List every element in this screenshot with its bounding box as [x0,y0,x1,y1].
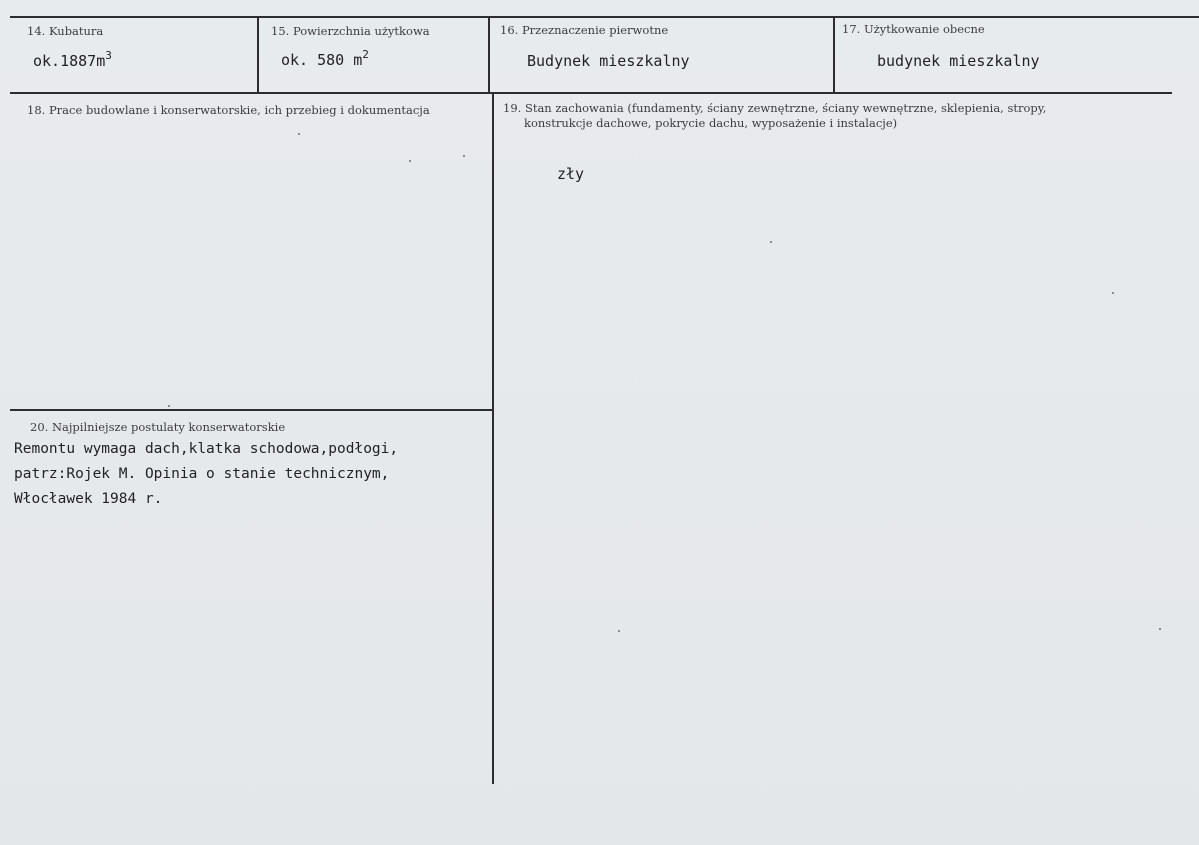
field-17-value: budynek mieszkalny [877,52,1040,70]
field-15-label: 15. Powierzchnia użytkowa [271,24,430,38]
field-17-label: 17. Użytkowanie obecne [842,22,985,36]
paper-speck [463,155,465,157]
kubatura-unit-exponent: 3 [105,49,112,62]
area-unit-exponent: 2 [362,48,369,61]
postulat-line: Remontu wymaga dach,klatka schodowa,podłogi, [14,441,399,457]
field-19-label-line2: konstrukcje dachowe, pokrycie dachu, wyposażenie i instalacje) [524,116,898,130]
field-15-value [281,48,369,69]
field-18-label: 18. Prace budowlane i konserwatorskie, ich przebieg i dokumentacja [27,103,430,117]
row-divider-line [10,92,1172,94]
field-16-label: 16. Przeznaczenie pierwotne [500,23,669,37]
area-text: ok. 580 m [281,51,363,69]
field-19-value: zły [557,165,585,183]
col-divider-15-16 [488,17,490,92]
field-20-value [14,437,398,512]
box-18-20-divider [10,409,492,411]
paper-speck [770,241,772,243]
paper-speck [168,405,170,407]
col-divider-main [492,94,494,784]
paper-speck [1159,628,1161,630]
kubatura-text: ok.1887m [33,52,106,70]
field-20-label: 20. Najpilniejsze postulaty konserwatorskie [30,420,286,434]
paper-speck [298,133,300,135]
postulat-line: patrz:Rojek M. Opinia o stanie technicznym, [14,466,390,482]
postulat-line: Włocławek 1984 r. [14,491,163,507]
field-14-label: 14. Kubatura [27,24,104,38]
paper-speck [1112,292,1114,294]
col-divider-16-17 [833,17,835,92]
top-border-line [10,16,1199,18]
paper-speck [618,630,620,632]
field-19-label-line1: 19. Stan zachowania (fundamenty, ściany zewnętrzne, ściany wewnętrzne, sklepienia, stropy, [503,101,1047,115]
paper-speck [409,160,411,162]
col-divider-14-15 [257,17,259,92]
field-16-value: Budynek mieszkalny [527,52,690,70]
field-14-value [33,49,112,70]
